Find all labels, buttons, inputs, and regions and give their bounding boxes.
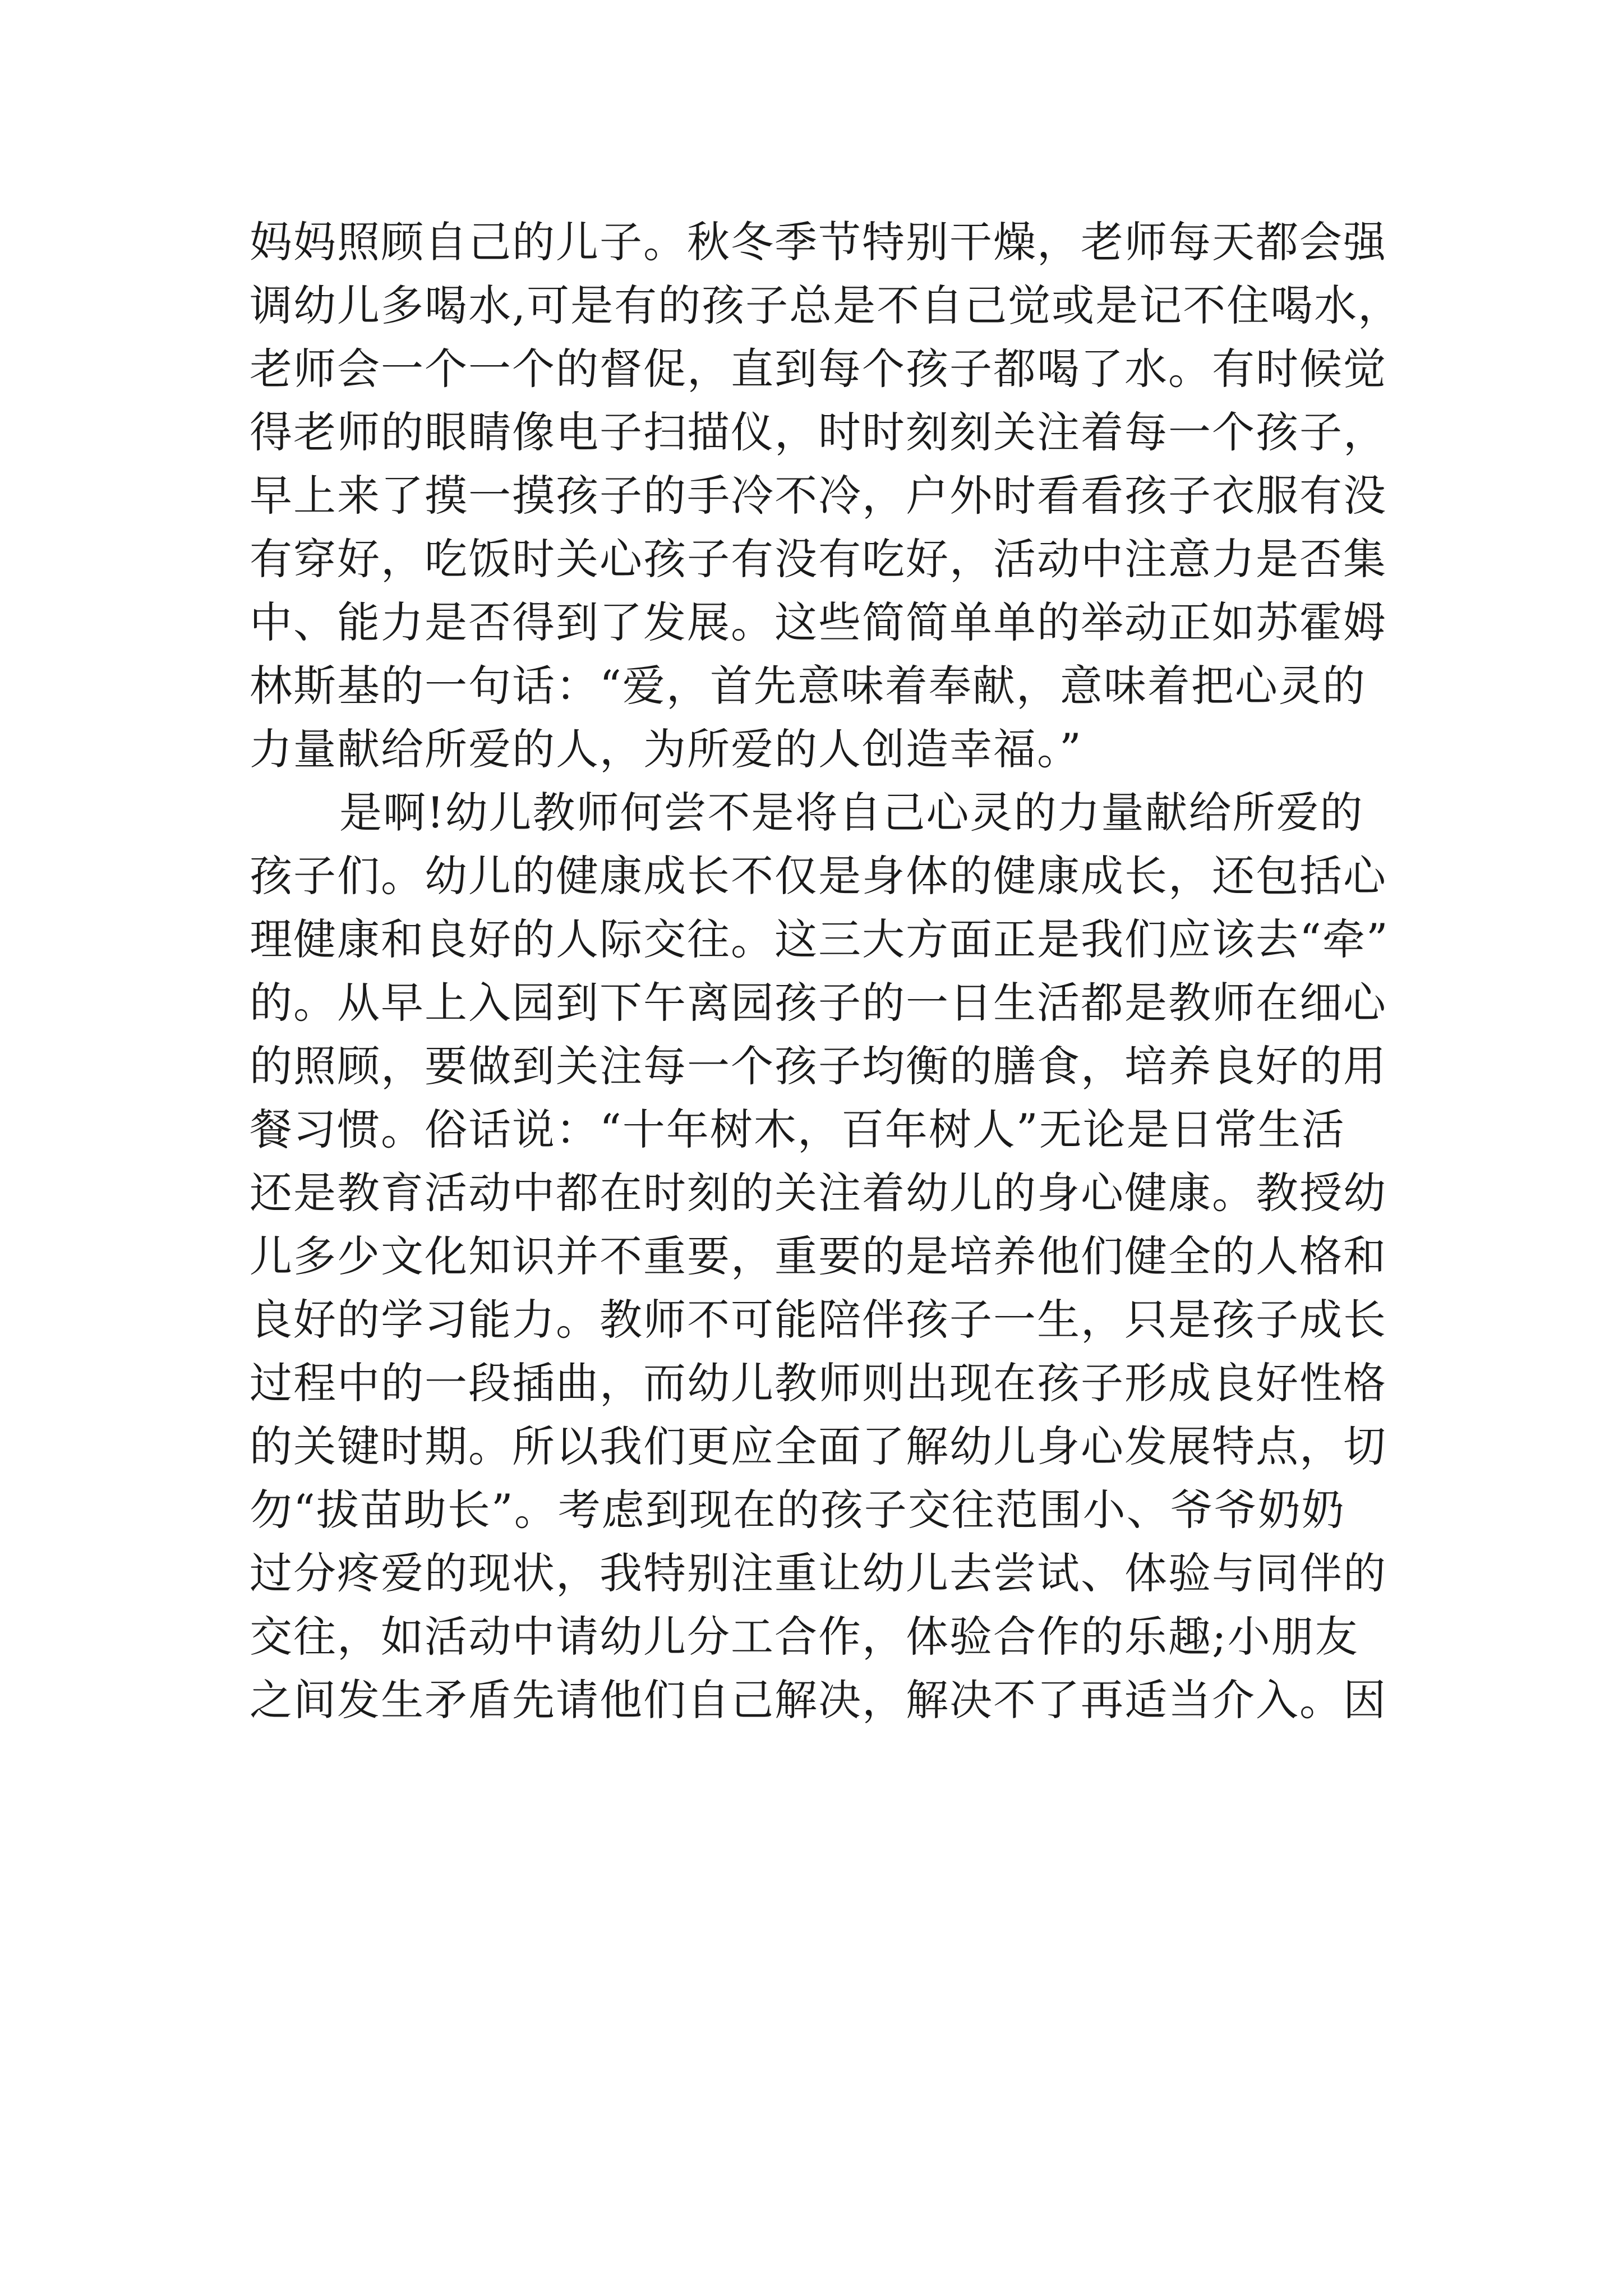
text-line: 力量献给所爱的人，为所爱的人创造幸福。” — [250, 724, 1082, 774]
text-line: 林斯基的一句话：“爱，首先意味着奉献，意味着把心灵的 — [250, 661, 1366, 711]
text-line: 的。从早上入园到下午离园孩子的一日生活都是教师在细心 — [250, 978, 1387, 1028]
text-line: 中、能力是否得到了发展。这些简简单单的举动正如苏霍姆 — [250, 597, 1387, 647]
text-line: 勿“拔苗助长”。考虑到现在的孩子交往范围小、爷爷奶奶 — [250, 1485, 1345, 1535]
text-line: 妈妈照顾自己的儿子。秋冬季节特别干燥，老师每天都会强 — [250, 217, 1387, 267]
text-line: 的关键时期。所以我们更应全面了解幼儿身心发展特点，切 — [250, 1421, 1387, 1471]
body-text — [250, 210, 1433, 1732]
text-line: 老师会一个一个的督促，直到每个孩子都喝了水。有时候觉 — [250, 344, 1387, 394]
text-line: 的照顾，要做到关注每一个孩子均衡的膳食，培养良好的用 — [250, 1041, 1387, 1091]
text-line: 儿多少文化知识并不重要，重要的是培养他们健全的人格和 — [250, 1231, 1387, 1281]
text-line: 过程中的一段插曲，而幼儿教师则出现在孩子形成良好性格 — [250, 1358, 1387, 1408]
text-line: 还是教育活动中都在时刻的关注着幼儿的身心健康。教授幼 — [250, 1168, 1387, 1218]
text-line: 有穿好，吃饭时关心孩子有没有吃好，活动中注意力是否集 — [250, 534, 1387, 584]
text-line: 过分疼爱的现状，我特别注重让幼儿去尝试、体验与同伴的 — [250, 1548, 1387, 1598]
text-line: 良好的学习能力。教师不可能陪伴孩子一生，只是孩子成长 — [250, 1295, 1387, 1345]
text-line: 得老师的眼睛像电子扫描仪，时时刻刻关注着每一个孩子， — [250, 407, 1387, 457]
text-line: 早上来了摸一摸孩子的手冷不冷，户外时看看孩子衣服有没 — [250, 471, 1387, 521]
text-line: 调幼儿多喝水,可是有的孩子总是不自己觉或是记不住喝水， — [250, 280, 1402, 330]
paragraph-start-line: 是啊!幼儿教师何尝不是将自己心灵的力量献给所爱的 — [339, 788, 1364, 838]
text-line: 之间发生矛盾先请他们自己解决，解决不了再适当介入。因 — [250, 1675, 1387, 1725]
text-line: 交往，如活动中请幼儿分工合作，体验合作的乐趣;小朋友 — [250, 1612, 1359, 1662]
text-line: 孩子们。幼儿的健康成长不仅是身体的健康成长，还包括心 — [250, 851, 1387, 901]
text-line: 餐习惯。俗话说：“十年树木，百年树人”无论是日常生活 — [250, 1105, 1345, 1154]
text-line: 理健康和良好的人际交往。这三大方面正是我们应该去“牵” — [250, 914, 1389, 964]
